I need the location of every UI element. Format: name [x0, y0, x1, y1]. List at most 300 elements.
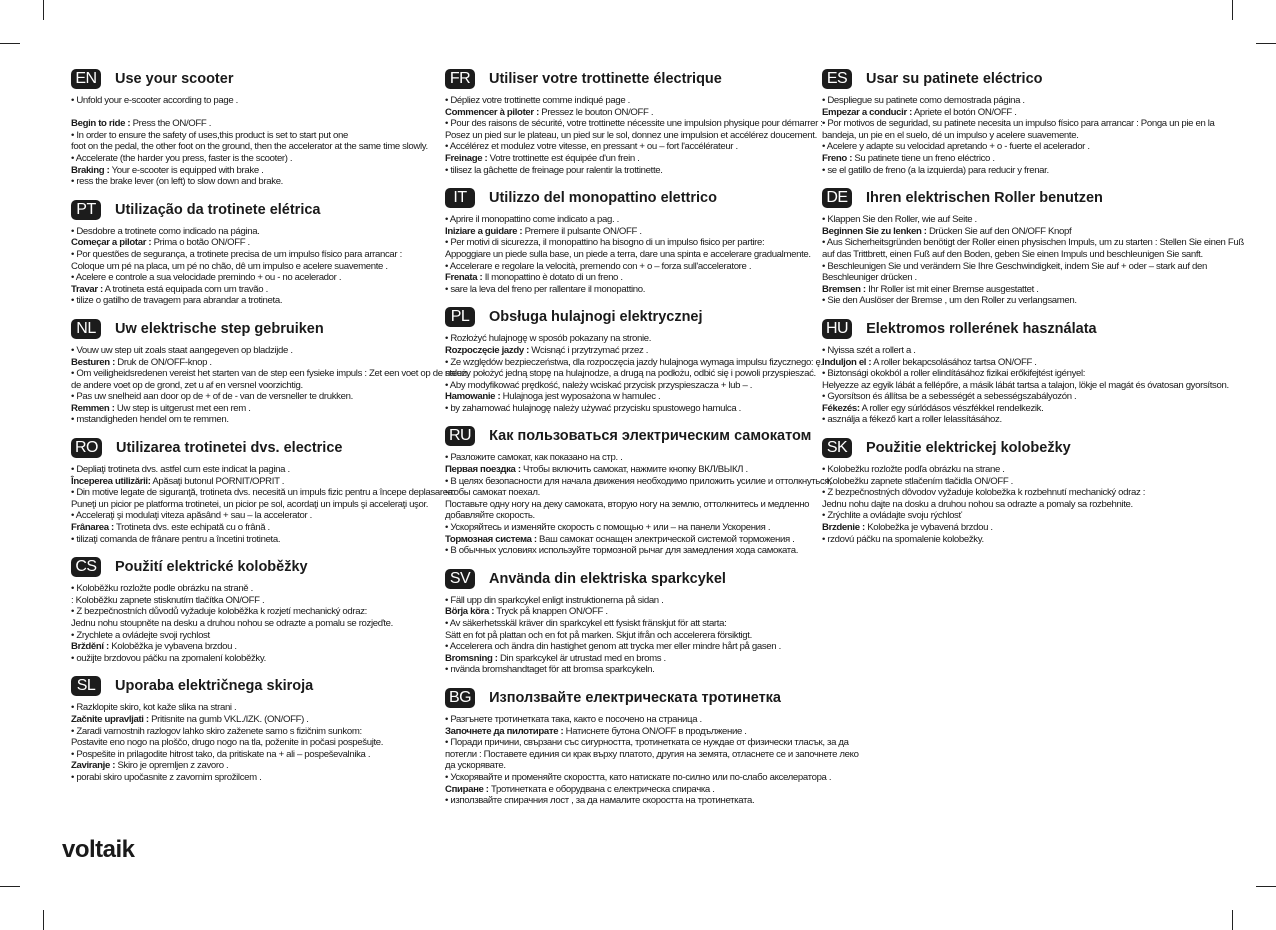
section-title: Utiliser votre trottinette électrique: [489, 71, 722, 87]
instruction-line: [71, 414, 431, 426]
instruction-text: • oužijte brzdovou páčku na zpomalení koloběžky.: [71, 652, 266, 664]
instruction-line: [445, 748, 859, 761]
section-title: Utilizzo del monopattino elettrico: [489, 190, 717, 207]
instruction-line: [822, 414, 1182, 426]
instruction-text: auf das Trittbrett, einen Fuß auf den Boden, geben Sie einen Impuls und beschleunigen Sie sanft.: [822, 248, 1203, 260]
instruction-text: • sare la leva del freno per rallentare il monopattino.: [445, 283, 646, 295]
instruction-text: Drücken Sie auf den ON/OFF Knopf: [926, 225, 1072, 237]
instruction-text: • Beschleunigen Sie und verändern Sie Ihre Geschwindigkeit, indem Sie auf + oder – stark auf den: [822, 260, 1207, 272]
instruction-line: [822, 295, 1182, 307]
instruction-line: [445, 630, 815, 642]
instruction-line: [445, 237, 815, 249]
instruction-text: Pressez le bouton ON/OFF .: [538, 106, 654, 118]
instruction-line: [71, 261, 431, 273]
instruction-line: [445, 118, 823, 130]
instruction-line: [445, 522, 815, 534]
instruction-text: Натиснете бутона ON/OFF в продължение .: [563, 725, 747, 737]
instruction-text: • Zrýchlite a ovládajte svoju rýchlosť: [822, 510, 962, 522]
instruction-text: • Accelerera och ändra din hastighet genom att trycka mer eller mindre hårt på gasen .: [445, 641, 781, 653]
instruction-line: [71, 107, 431, 119]
instruction-label: Empezar a conducir :: [822, 106, 913, 118]
crop-mark: [1256, 886, 1276, 887]
instruction-line: [71, 749, 431, 761]
instruction-text: • Accélérez et modulez votre vitesse, en pressant + ou – fort l'accélérateur .: [445, 141, 738, 153]
instruction-text: : Kolobežku zapnete stlačením tlačidla ON/OFF .: [822, 475, 1013, 487]
instruction-text: należy położyć jedną stopę na hulajnodze, a drugą na podłożu, odbić się i powoli przyspieszać.: [445, 368, 816, 380]
instruction-line: [445, 475, 832, 488]
section-title: Obsługa hulajnogi elektrycznej: [489, 309, 703, 326]
instruction-text: Apăsaţi butonul PORNIT/OPRIT .: [150, 475, 285, 487]
language-code-badge: EN: [71, 69, 101, 89]
instruction-text: • Разгънете тротинетката така, както е посочено на страница .: [445, 713, 702, 725]
instruction-text: • rzdovú páčku na spomalenie kolobežky.: [822, 533, 984, 545]
instruction-line: [445, 345, 815, 357]
language-code-badge: SV: [445, 569, 475, 589]
instruction-text: • tilizaţi comanda de frânare pentru a încetini trotineta.: [71, 533, 281, 545]
language-section-sl: [71, 673, 431, 783]
column-right: [822, 66, 1244, 554]
brand-logo: voltaik: [62, 836, 135, 863]
instruction-line: [71, 176, 431, 188]
instruction-label: Freno :: [822, 152, 853, 164]
instruction-text: • Acelere y adapte su velocidad apretando + o - fuerte el acelerador .: [822, 141, 1090, 153]
instruction-text: Druk de ON/OFF-knop .: [114, 356, 212, 368]
instruction-text: Apriete el botón ON/OFF .: [912, 106, 1017, 118]
instruction-line: [822, 226, 1182, 238]
language-code-badge: BG: [445, 688, 475, 708]
instruction-text: Il monopattino è dotato di un freno .: [482, 272, 623, 284]
instruction-line: [822, 487, 1182, 499]
instruction-text: • by zahamować hulajnogę należy używać przycisku spustowego hamulca .: [445, 402, 741, 414]
section-title: Usar su patinete eléctrico: [866, 71, 1043, 87]
instruction-text: • Rozłożyć hulajnogę w sposób pokazany na stronie.: [445, 333, 652, 345]
instruction-text: • Klappen Sie den Roller, wie auf Seite .: [822, 214, 977, 226]
instruction-label: Begin to ride :: [71, 118, 131, 130]
section-header: [822, 66, 1182, 92]
instruction-label: Beginnen Sie zu lenken :: [822, 225, 927, 237]
section-header: [445, 304, 815, 330]
instruction-line: [71, 702, 431, 714]
instruction-label: Começar a pilotar :: [71, 237, 152, 249]
instruction-text: Trotineta dvs. este echipată cu o frână .: [113, 522, 270, 534]
language-section-ru: [445, 423, 832, 557]
instruction-line: [445, 333, 815, 345]
instruction-text: Skiro je opremljen z zavoro .: [115, 760, 229, 772]
instruction-line: [822, 499, 1182, 511]
instruction-text: Coloque um pé na placa, um pé no chão, dê um impulso e acelere suavemente .: [71, 260, 388, 272]
instruction-label: Започнете да пилотирате :: [445, 725, 564, 737]
instruction-line: [445, 795, 815, 807]
instruction-line: [445, 272, 815, 284]
instruction-text: Hulajnoga jest wyposażona w hamulec .: [500, 391, 661, 403]
instruction-line: [71, 510, 431, 522]
instruction-text: • Despliegue su patinete como demostrada página .: [822, 95, 1025, 106]
instruction-text: • Z bezpečnostných dôvodov vyžaduje kolobežka k rozbehnutí mechanický odraz :: [822, 487, 1146, 499]
crop-mark: [0, 886, 20, 887]
instruction-text: • Om veiligheidsredenen vereist het starten van de step een fysieke impuls : Zet een voet op de steun,: [71, 368, 470, 380]
instruction-text: Tryck på knappen ON/OFF .: [494, 606, 608, 618]
instruction-label: Börja köra :: [445, 606, 495, 618]
instruction-text: • Fäll upp din sparkcykel enligt instruktionerna på sidan .: [445, 594, 664, 606]
language-code-badge: PT: [71, 200, 101, 220]
section-header: [445, 423, 815, 449]
instruction-line: [822, 118, 1215, 130]
instruction-text: • porabi skiro upočasnite z zavornim sprožilcem .: [71, 771, 262, 783]
language-section-pt: [71, 197, 431, 307]
instruction-line: [445, 153, 815, 165]
section-header: [71, 316, 431, 342]
instruction-line: [71, 295, 431, 307]
instruction-text: • Acelere e controle a sua velocidade premindo + ou - no acelerador .: [71, 272, 342, 284]
instruction-line: [71, 130, 431, 142]
instruction-line: [445, 284, 815, 296]
instruction-line: [71, 391, 431, 403]
instruction-label: Zaviranje :: [71, 760, 116, 772]
instruction-text: Premere il pulsante ON/OFF .: [522, 225, 642, 237]
instruction-text: Ваш самокат оснащен электрической системой торможения .: [536, 533, 795, 545]
instruction-line: [71, 726, 431, 738]
instruction-text: • Pour des raisons de sécurité, votre trottinette nécessite une impulsion physique pour démarrer :: [445, 118, 823, 130]
instruction-line: [445, 534, 815, 546]
crop-mark: [1232, 910, 1233, 930]
instruction-line: [822, 403, 1182, 415]
instruction-text: чтобы самокат поехал.: [445, 487, 540, 499]
instruction-line: [71, 272, 431, 284]
instruction-label: Freinage :: [445, 152, 488, 164]
instruction-label: Fékezés:: [822, 402, 860, 414]
instruction-label: Frenata :: [445, 272, 483, 284]
instruction-line: [71, 237, 431, 249]
instruction-text: • Desdobre a trotinete como indicado na página.: [71, 225, 260, 237]
section-header: [445, 66, 815, 92]
language-section-bg: [445, 685, 859, 807]
instruction-label: Travar :: [71, 283, 103, 295]
language-section-hu: [822, 316, 1229, 426]
instruction-line: [71, 522, 431, 534]
instruction-line: [822, 522, 1182, 534]
instruction-line: [445, 130, 815, 142]
instruction-line: [445, 595, 815, 607]
instruction-label: Спиране :: [445, 783, 489, 795]
section-header: [822, 185, 1182, 211]
section-title: Utilizarea trotinetei dvs. electrice: [116, 440, 343, 457]
instruction-line: [71, 595, 431, 607]
language-section-fr: [445, 66, 823, 176]
instruction-label: Remmen :: [71, 402, 115, 414]
instruction-line: [71, 345, 431, 357]
instruction-text: • Pas uw snelheid aan door op de + of de - van de versneller te drukken.: [71, 391, 353, 403]
section-title: Uw elektrische step gebruiken: [115, 320, 324, 337]
instruction-text: A roller egy súrlódásos vészfékkel rendelkezik.: [859, 402, 1044, 414]
section-title: Uporaba električnega skiroja: [115, 678, 314, 695]
instruction-text: Тротинетката е оборудвана с електрическа спирачка .: [488, 783, 715, 795]
instruction-text: Jednu nohu stoupněte na desku a druhou nohou se odrazte a pomalu se rozjeďte.: [71, 618, 393, 629]
instruction-text: • Vouw uw step uit zoals staat aangegeven op bladzijde .: [71, 344, 293, 356]
section-title: Elektromos rollerének használata: [866, 320, 1097, 337]
instruction-line: [822, 510, 1182, 522]
instruction-text: • Ze względów bezpieczeństwa, dla rozpoczęcia jazdy hulajnoga wymaga impulsu fizycznego: ę.: [445, 356, 823, 368]
instruction-line: [445, 356, 823, 369]
instruction-text: Pritisnite na gumb VKL./IZK. (ON/OFF) .: [148, 713, 309, 725]
instruction-label: Induljon el :: [822, 356, 872, 368]
instruction-line: [445, 226, 815, 238]
instruction-text: • Por questões de segurança, a trotinete precisa de um impulso físico para arrancar :: [71, 248, 402, 260]
instruction-label: Rozpoczęcie jazdy :: [445, 344, 529, 356]
section-header: [445, 566, 815, 592]
instruction-text: Wcisnąć i przytrzymać przez .: [528, 344, 649, 356]
instruction-line: [445, 368, 815, 380]
instruction-line: [445, 249, 815, 261]
instruction-line: [822, 272, 1182, 284]
instruction-label: Bromsning :: [445, 652, 498, 664]
instruction-label: Commencer à piloter :: [445, 106, 539, 118]
instruction-line: [445, 545, 815, 557]
instruction-line: [71, 380, 431, 392]
instruction-line: [445, 653, 815, 665]
instruction-line: [822, 153, 1182, 165]
section-header: [71, 66, 431, 92]
instruction-text: Din sparkcykel är utrustad med en broms .: [497, 652, 666, 664]
instruction-line: [822, 476, 1182, 488]
instruction-line: [71, 618, 431, 630]
language-section-es: [822, 66, 1215, 176]
instruction-text: Press the ON/OFF .: [130, 118, 212, 130]
instruction-line: [71, 403, 431, 415]
instruction-text: • Aprire il monopattino come indicato a pag. .: [445, 214, 619, 226]
instruction-line: [71, 583, 431, 595]
instruction-text: foot on the pedal, the other foot on the ground, then the accelerator at the same time slowly.: [71, 141, 428, 153]
instruction-text: да ускорявате.: [445, 760, 506, 772]
instruction-text: • Biztonsági okokból a roller elindításához fizikai erőkifejtést igényel:: [822, 368, 1086, 380]
instruction-text: • Ускорявайте и променяйте скоростта, като натискате по-силно или по-слабо акселератора .: [445, 771, 832, 783]
crop-mark: [43, 910, 44, 930]
instruction-label: Braking :: [71, 164, 110, 176]
instruction-text: • Zaradi varnostnih razlogov lahko skiro zaženete samo s fizičnim sunkom:: [71, 725, 362, 737]
instruction-text: • Razklopite skiro, kot kaže slika na strani .: [71, 702, 237, 714]
instruction-line: [71, 534, 431, 546]
language-code-badge: CS: [71, 557, 101, 577]
instruction-line: [445, 391, 815, 403]
instruction-label: Hamowanie :: [445, 391, 501, 403]
section-header: [822, 316, 1182, 342]
crop-mark: [43, 0, 44, 20]
language-section-en: [71, 66, 431, 188]
instruction-text: : Koloběžku zapnete stisknutím tlačítka ON/OFF .: [71, 594, 265, 606]
instruction-text: • Accelerate (the harder you press, faster is the scooter) .: [71, 152, 293, 164]
crop-mark: [0, 43, 20, 44]
instruction-line: [71, 95, 431, 107]
instruction-line: [71, 226, 431, 238]
instruction-text: bandeja, un pie en el suelo, dé un impulso y acelere suavemente.: [822, 129, 1079, 141]
instruction-text: • tilisez la gâchette de freinage pour ralentir la trottinette.: [445, 164, 663, 176]
instruction-label: Brzdenie :: [822, 522, 865, 534]
instruction-line: [445, 664, 815, 676]
instruction-line: [445, 141, 815, 153]
language-code-badge: FR: [445, 69, 475, 89]
section-title: Use your scooter: [115, 71, 234, 87]
instruction-text: Postavite eno nogo na ploščo, drugo nogo na tla, poženite in počasi pospešujte.: [71, 737, 384, 749]
instruction-line: [71, 464, 431, 476]
instruction-text: Sätt en fot på plattan och en fot på marken. Skjut ifrån och accelerera försiktigt.: [445, 629, 752, 641]
instruction-line: [445, 403, 815, 415]
instruction-line: [445, 380, 815, 392]
instruction-text: • използвайте спирачния лост , за да намалите скоростта на тротинетката.: [445, 795, 755, 807]
language-code-badge: RU: [445, 426, 475, 446]
instruction-line: [445, 214, 815, 226]
instruction-text: Kolobežka je vybavená brzdou .: [864, 522, 993, 534]
instruction-text: Your e-scooter is equipped with brake .: [109, 164, 264, 176]
crop-mark: [1232, 0, 1233, 20]
instruction-line: [822, 214, 1182, 226]
instruction-text: Helyezze az egyik lábát a fellépőre, a másik lábát tartsa a talajon, lökje el magát és óvatosan gyorsítson.: [822, 379, 1229, 391]
section-header: [71, 673, 431, 699]
section-header: [71, 554, 431, 580]
instruction-label: Brždění :: [71, 641, 109, 653]
crop-mark: [1256, 43, 1276, 44]
language-code-badge: SK: [822, 438, 852, 458]
instruction-line: [71, 165, 431, 177]
instruction-text: • Sie den Auslöser der Bremse , um den Roller zu verlangsamen.: [822, 295, 1077, 307]
section-title: Použití elektrické koloběžky: [115, 559, 308, 576]
instruction-text: Поставьте одну ногу на деку самоката, вторую ногу на землю, оттолкнитесь и медленно: [445, 498, 810, 510]
instruction-text: Uw step is uitgerust met een rem .: [114, 402, 251, 414]
section-header: [822, 435, 1182, 461]
instruction-line: [71, 499, 431, 511]
instruction-text: • Поради причини, свързани със сигурността, тротинетката се нуждае от физически тласък, за да: [445, 737, 849, 749]
instruction-line: [445, 737, 849, 749]
instruction-text: Prima o botão ON/OFF .: [151, 237, 250, 249]
language-code-badge: IT: [445, 188, 475, 208]
instruction-text: Jednu nohu dajte na dosku a druhou nohou sa odrazte a pomaly sa rozbehnite.: [822, 498, 1133, 510]
instruction-text: • Unfold your e-scooter according to page .: [71, 95, 238, 106]
instruction-text: • Depliaţi trotineta dvs. astfel cum este indicat la pagina .: [71, 464, 290, 476]
section-title: Použitie elektrickej kolobežky: [866, 440, 1071, 457]
instruction-line: [71, 141, 431, 153]
instruction-text: Beschleuniger drücken .: [822, 272, 917, 284]
section-title: Използвайте електрическата тротинетка: [489, 689, 781, 706]
instruction-text: Posez un pied sur le plateau, un pied sur le sol, donnez une impulsion et accélérez doucement.: [445, 129, 817, 141]
instruction-text: • Aby modyfikować prędkość, należy wciskać przycisk przyspieszacza + lub – .: [445, 379, 753, 391]
instruction-text: • Dépliez votre trottinette comme indiqué page .: [445, 95, 630, 106]
instruction-line: [71, 368, 470, 380]
instruction-line: [71, 714, 431, 726]
instruction-text: • tilize o gatilho de travagem para abrandar a trotineta.: [71, 295, 283, 307]
instruction-text: • Zrychlete a ovládejte svoji rychlost: [71, 629, 210, 641]
language-code-badge: PL: [445, 307, 475, 327]
section-title: Utilização da trotinete elétrica: [115, 201, 321, 218]
instruction-line: [445, 487, 815, 499]
language-code-badge: DE: [822, 188, 852, 208]
instruction-text: • Din motive legate de siguranţă, trotineta dvs. necesită un impuls fizic pentru a începe deplasarea:: [71, 487, 455, 499]
instruction-text: • se el gatillo de freno (a la izquierda) para reducir y frenar.: [822, 164, 1049, 176]
instruction-label: Bremsen :: [822, 283, 866, 295]
instruction-text: Чтобы включить самокат, нажмите кнопку ВКЛ/ВЫКЛ .: [520, 464, 748, 476]
instruction-line: [445, 618, 815, 630]
instruction-line: [71, 476, 431, 488]
instruction-label: Začnite upravljati :: [71, 713, 149, 725]
instruction-line: [71, 641, 431, 653]
language-code-badge: NL: [71, 319, 101, 339]
instruction-line: [445, 726, 815, 738]
instruction-label: Frânarea :: [71, 522, 114, 534]
instruction-line: [822, 379, 1229, 392]
language-code-badge: HU: [822, 319, 852, 339]
language-section-sv: [445, 566, 815, 676]
instruction-line: [822, 368, 1182, 380]
language-section-it: [445, 185, 815, 295]
instruction-text: A roller bekapcsolásához tartsa ON/OFF .: [871, 356, 1037, 368]
section-title: Använda din elektriska sparkcykel: [489, 570, 726, 587]
section-header: [71, 435, 431, 461]
instruction-line: [445, 165, 815, 177]
instruction-line: [822, 237, 1244, 249]
instruction-line: [822, 107, 1182, 119]
instruction-text: • Accelerare e regolare la velocità, premendo con + o – forza sull'acceleratore .: [445, 260, 752, 272]
instruction-text: de andere voet op de grond, zet u af en versnel voorzichtig.: [71, 379, 303, 391]
instruction-text: • mstandigheden hendel om te remmen.: [71, 414, 229, 426]
instruction-text: A trotineta está equipada com um travão .: [102, 283, 268, 295]
instruction-line: [71, 487, 455, 499]
instruction-line: [822, 95, 1182, 107]
instruction-line: [822, 284, 1182, 296]
instruction-text: • Acceleraţi şi modulaţi viteza apăsând + sau – la accelerator .: [71, 510, 312, 522]
instruction-line: [71, 760, 431, 772]
section-title: Ihren elektrischen Roller benutzen: [866, 190, 1103, 207]
section-title: Как пользоваться электрическим самокатом: [489, 428, 812, 445]
instruction-text: Koloběžka je vybavena brzdou .: [108, 641, 237, 653]
instruction-text: • Gyorsítson és állítsa be a sebességét a sebességszabályozón .: [822, 391, 1077, 403]
instruction-line: [71, 357, 431, 369]
instruction-text: • Ускоряйтесь и изменяйте скорость с помощью + или – на панели Ускорения .: [445, 522, 771, 534]
instruction-text: • Pospešite in prilagodite hitrost tako, da pritiskate na + ali – pospeševalnika .: [71, 748, 371, 760]
instruction-line: [71, 153, 431, 165]
instruction-label: Первая поездка :: [445, 464, 521, 476]
instruction-line: [71, 249, 431, 261]
instruction-line: [71, 653, 431, 665]
instruction-text: Su patinete tiene un freno eléctrico .: [852, 152, 995, 164]
instruction-line: [445, 261, 815, 273]
instruction-text: потегли : Поставете единия си крак върху платото, другия на земята, отласнете се и започнете леко: [445, 748, 859, 760]
instruction-text: • Nyissa szét a rollert a .: [822, 344, 916, 356]
section-header: [445, 185, 815, 211]
instruction-line: [445, 499, 815, 511]
instruction-line: [822, 165, 1182, 177]
instruction-line: [445, 714, 815, 726]
instruction-line: [822, 391, 1182, 403]
instruction-text: Ihr Roller ist mit einer Bremse ausgestattet .: [865, 283, 1039, 295]
instruction-line: [445, 784, 815, 796]
instruction-line: [71, 118, 431, 130]
instruction-line: [822, 141, 1182, 153]
instruction-text: • Kolobežku rozložte podľa obrázku na strane .: [822, 464, 1005, 476]
language-section-ro: [71, 435, 455, 545]
instruction-text: • В целях безопасности для начала движения необходимо приложить усилие и оттолкнуться,: [445, 475, 832, 487]
instruction-line: [822, 357, 1182, 369]
instruction-line: [822, 260, 1207, 273]
instruction-text: • asználja a fékező kart a roller lelassításához.: [822, 414, 1002, 426]
instruction-line: [822, 534, 1182, 546]
instruction-line: [71, 737, 431, 749]
instruction-label: Începerea utilizării:: [71, 475, 151, 487]
instruction-line: [71, 772, 431, 784]
instruction-line: [71, 630, 431, 642]
instruction-label: Тормозная система :: [445, 533, 537, 545]
instruction-text: Puneţi un picior pe platforma trotinetei, un picior pe sol, acordaţi un impuls şi acceleraţi uşor.: [71, 498, 429, 510]
instruction-text: • nvända bromshandtaget för att bromsa sparkcykeln.: [445, 664, 655, 676]
instruction-text: • Av säkerhetsskäl kräver din sparkcykel ett fysiskt fränskjut för att starta:: [445, 618, 727, 629]
language-code-badge: RO: [71, 438, 102, 458]
instruction-line: [445, 760, 815, 772]
